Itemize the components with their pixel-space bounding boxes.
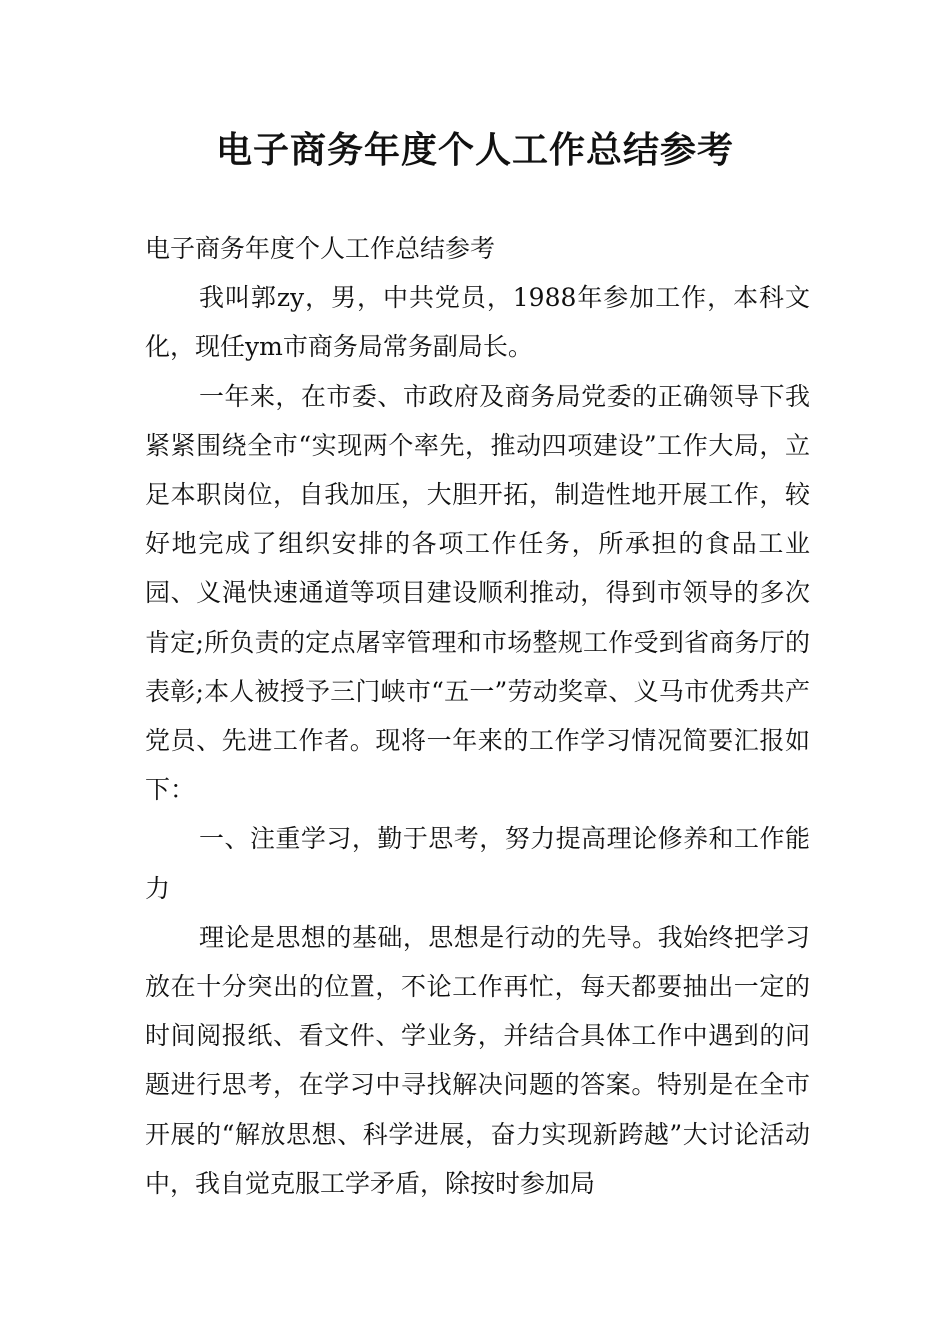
- section-heading-1: 一、注重学习，勤于思考，努力提高理论修养和工作能力: [145, 824, 810, 903]
- document-body: [145, 224, 810, 1208]
- paragraph-subtitle: 电子商务年度个人工作总结参考: [145, 234, 496, 263]
- paragraph-study: 理论是思想的基础，思想是行动的先导。我始终把学习放在十分突出的位置，不论工作再忙，每天都要抽出一定的时间阅报纸、看文件、学业务，并结合具体工作中遇到的问题进行思考，在学习中寻找解决问题的答案。特别是在全市开展的“解放思想、科学进展，奋力实现新跨越”大讨论活动中，我自觉克服工学矛盾，除按时参加局: [145, 922, 810, 1198]
- document-title: 电子商务年度个人工作总结参考: [215, 130, 734, 171]
- paragraph-overview: 一年来，在市委、市政府及商务局党委的正确领导下我紧紧围绕全市“实现两个率先，推动四项建设”工作大局，立足本职岗位，自我加压，大胆开拓，制造性地开展工作，较好地完成了组织安排的各项工作任务，所承担的食品工业园、义渑快速通道等项目建设顺利推动，得到市领导的多次肯定;所负责的定点屠宰管理和市场整规工作受到省商务厅的表彰;本人被授予三门峡市“五一”劳动奖章、义马市优秀共产党员、先进工作者。现将一年来的工作学习情况简要汇报如下：: [145, 381, 810, 805]
- paragraph-intro: 我叫郭zy，男，中共党员，1988年参加工作，本科文化，现任ym市商务局常务副局长。: [145, 283, 810, 362]
